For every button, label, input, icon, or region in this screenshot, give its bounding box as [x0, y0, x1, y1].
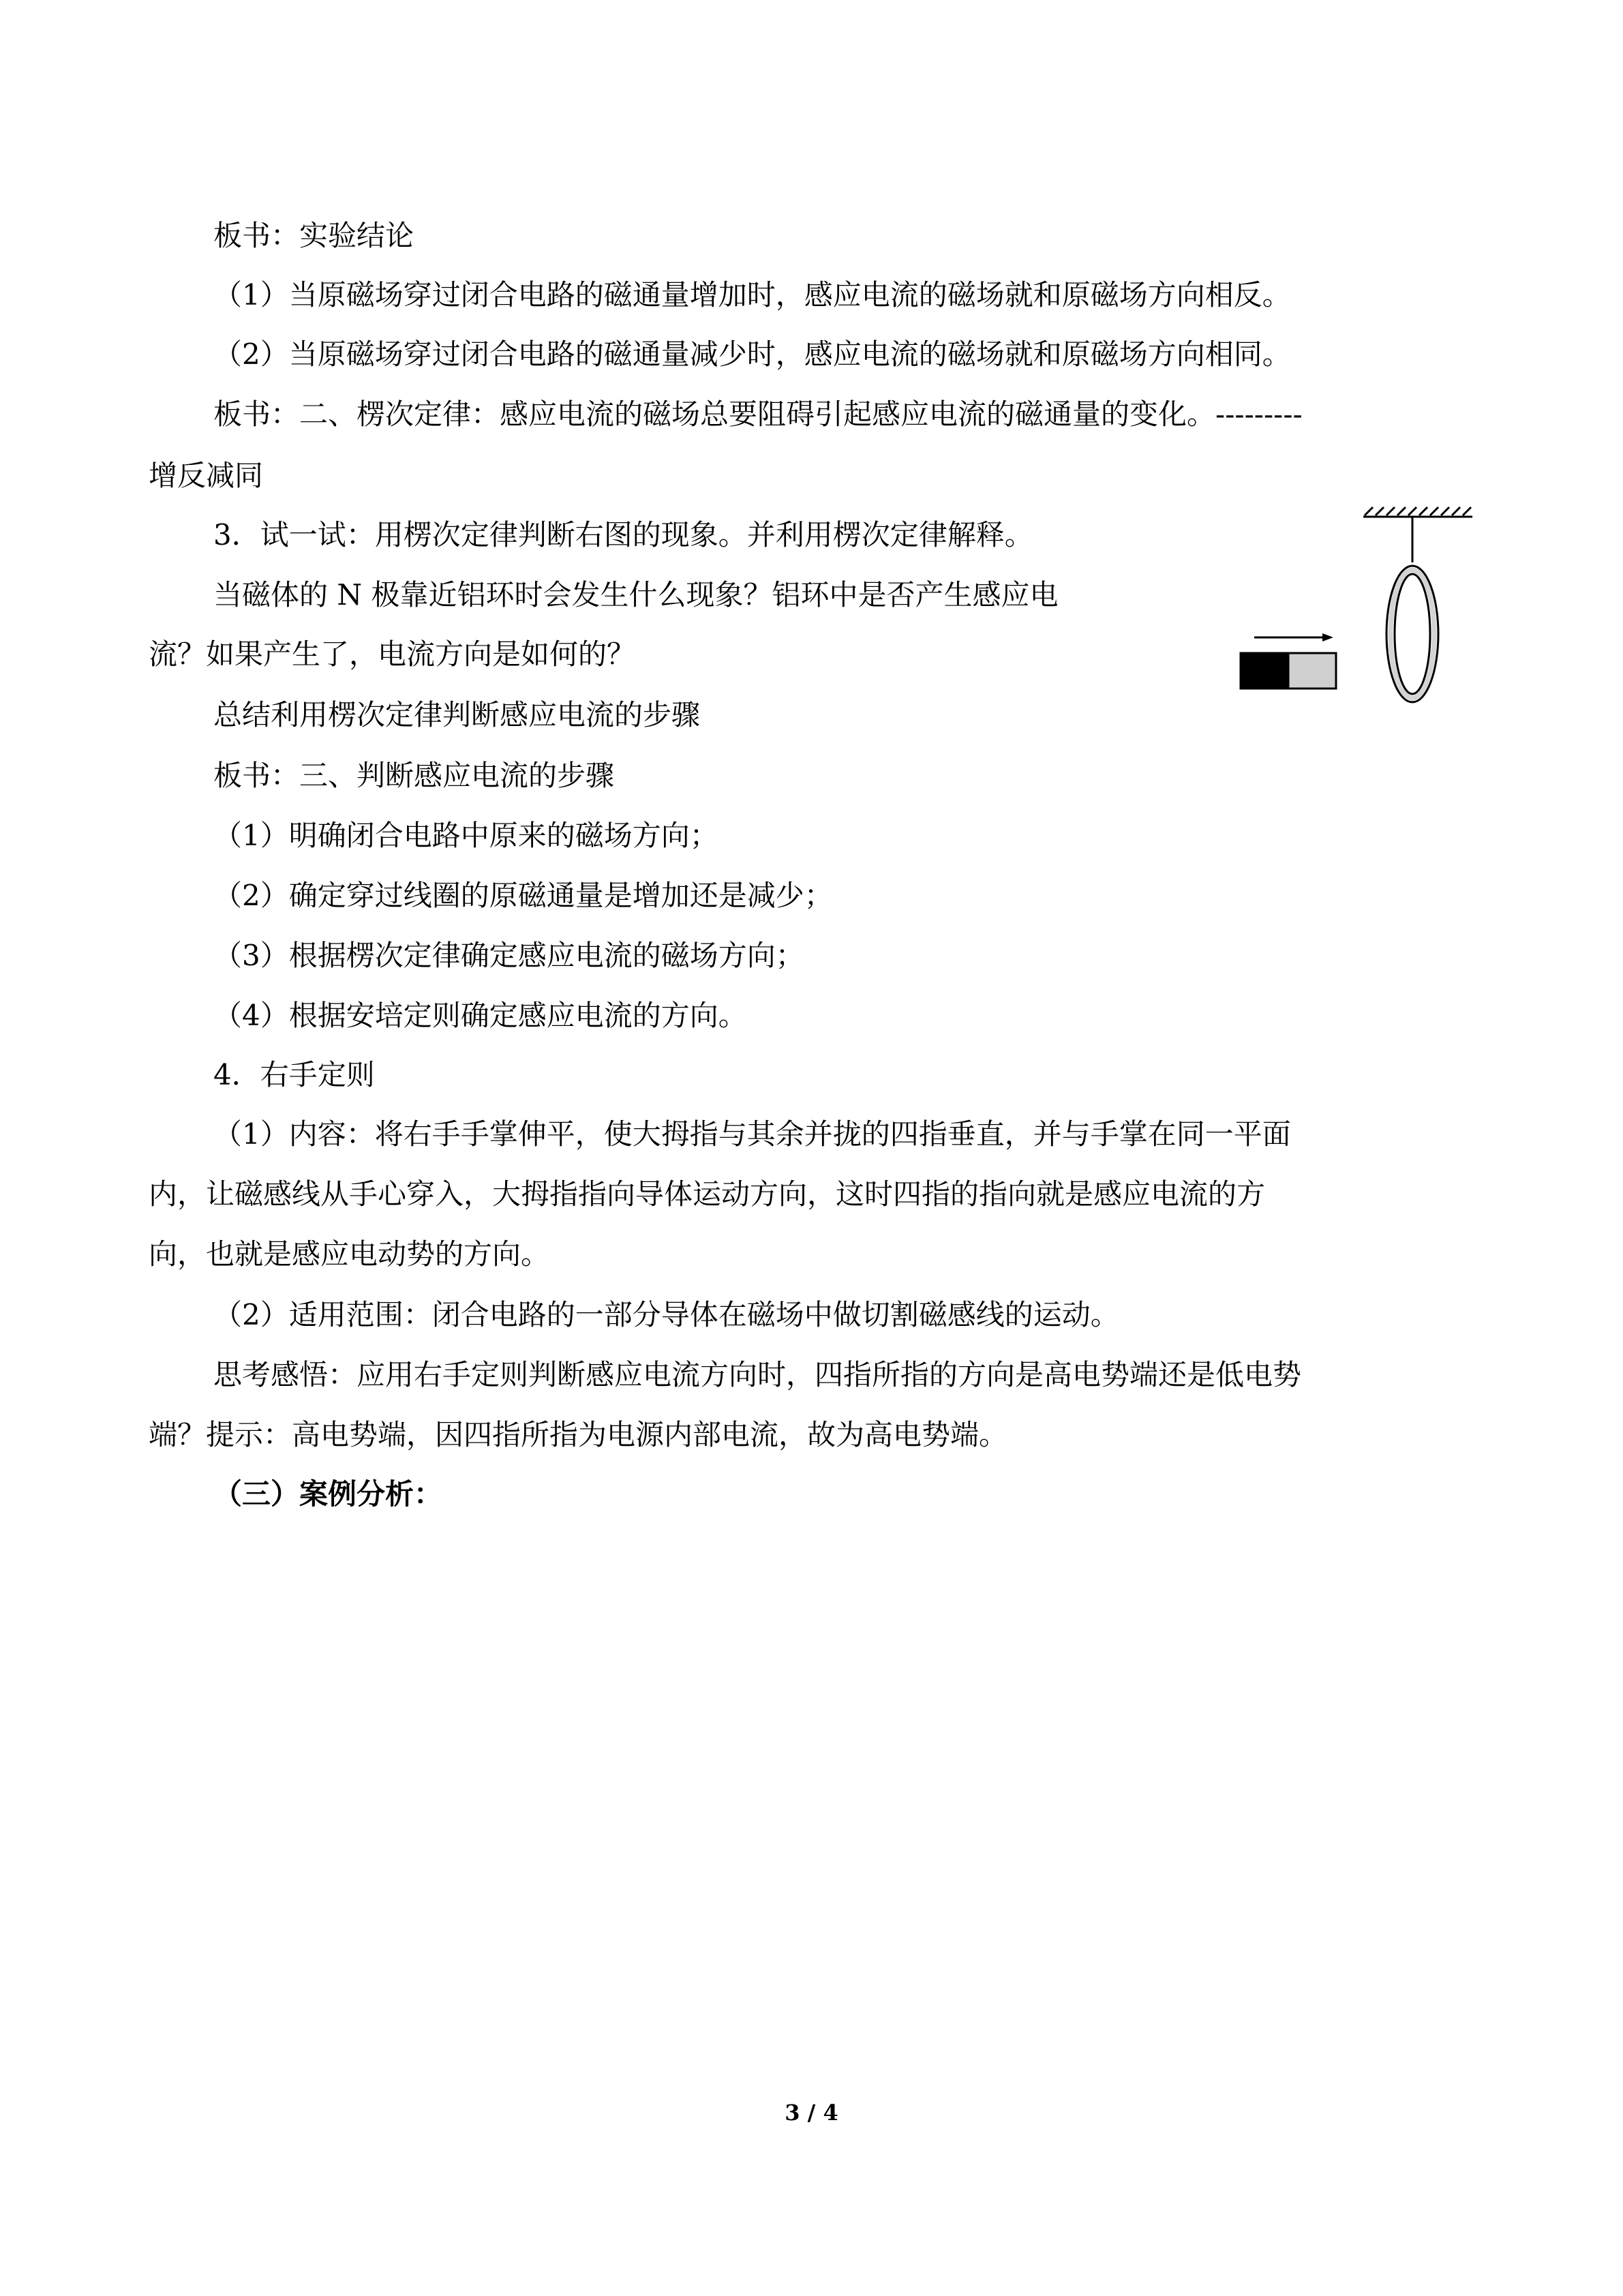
line-7: 当磁体的 N 极靠近铝环时会发生什么现象？铝环中是否产生感应电 — [213, 578, 1059, 611]
ceiling-hatch — [1363, 507, 1472, 517]
aluminum-ring-inner — [1395, 574, 1430, 694]
line-9: 总结利用楞次定律判断感应电流的步骤 — [213, 698, 701, 731]
line-16: （1）内容：将右手手掌伸平，使大拇指与其余并拢的四指垂直，并与手掌在同一平面 — [213, 1117, 1291, 1151]
line-15: 4．右手定则 — [213, 1058, 375, 1091]
line-19: （2）适用范围：闭合电路的一部分导体在磁场中做切割磁感线的运动。 — [213, 1298, 1119, 1331]
line-4: 板书：二、楞次定律：感应电流的磁场总要阻碍引起感应电流的磁通量的变化。--------- — [213, 397, 1303, 431]
line-1: 板书：实验结论 — [213, 219, 414, 252]
aluminum-ring-fill — [1391, 570, 1434, 698]
line-8: 流？如果产生了，电流方向是如何的？ — [149, 637, 636, 671]
line-13: （3）根据楞次定律确定感应电流的磁场方向； — [213, 939, 804, 972]
page-number: 3 / 4 — [785, 2100, 838, 2126]
magnet-north-pole — [1241, 653, 1288, 689]
line-3: （2）当原磁场穿过闭合电路的磁通量减少时，感应电流的磁场就和原磁场方向相同。 — [213, 337, 1291, 371]
line-6: 3．试一试：用楞次定律判断右图的现象。并利用楞次定律解释。 — [213, 518, 1033, 552]
magnet-ring-figure — [1234, 504, 1486, 709]
line-2: （1）当原磁场穿过闭合电路的磁通量增加时，感应电流的磁场就和原磁场方向相反。 — [213, 278, 1291, 312]
line-14: （4）根据安培定则确定感应电流的方向。 — [213, 999, 747, 1032]
line-21: 端？提示：高电势端，因四指所指为电源内部电流，故为高电势端。 — [149, 1418, 1008, 1451]
magnet-south-pole — [1288, 653, 1336, 689]
arrow-head-icon — [1322, 633, 1333, 641]
line-5: 增反减同 — [149, 459, 264, 492]
line-12: （2）确定穿过线圈的原磁通量是增加还是减少； — [213, 879, 833, 912]
line-20: 思考感悟：应用右手定则判断感应电流方向时，四指所指的方向是高电势端还是低电势 — [213, 1358, 1302, 1391]
section-heading: （三）案例分析： — [213, 1477, 443, 1511]
line-10: 板书：三、判断感应电流的步骤 — [213, 759, 615, 792]
line-11: （1）明确闭合电路中原来的磁场方向； — [213, 819, 718, 852]
line-18: 向，也就是感应电动势的方向。 — [149, 1237, 550, 1271]
line-17: 内，让磁感线从手心穿入，大拇指指向导体运动方向，这时四指的指向就是感应电流的方 — [149, 1177, 1266, 1211]
